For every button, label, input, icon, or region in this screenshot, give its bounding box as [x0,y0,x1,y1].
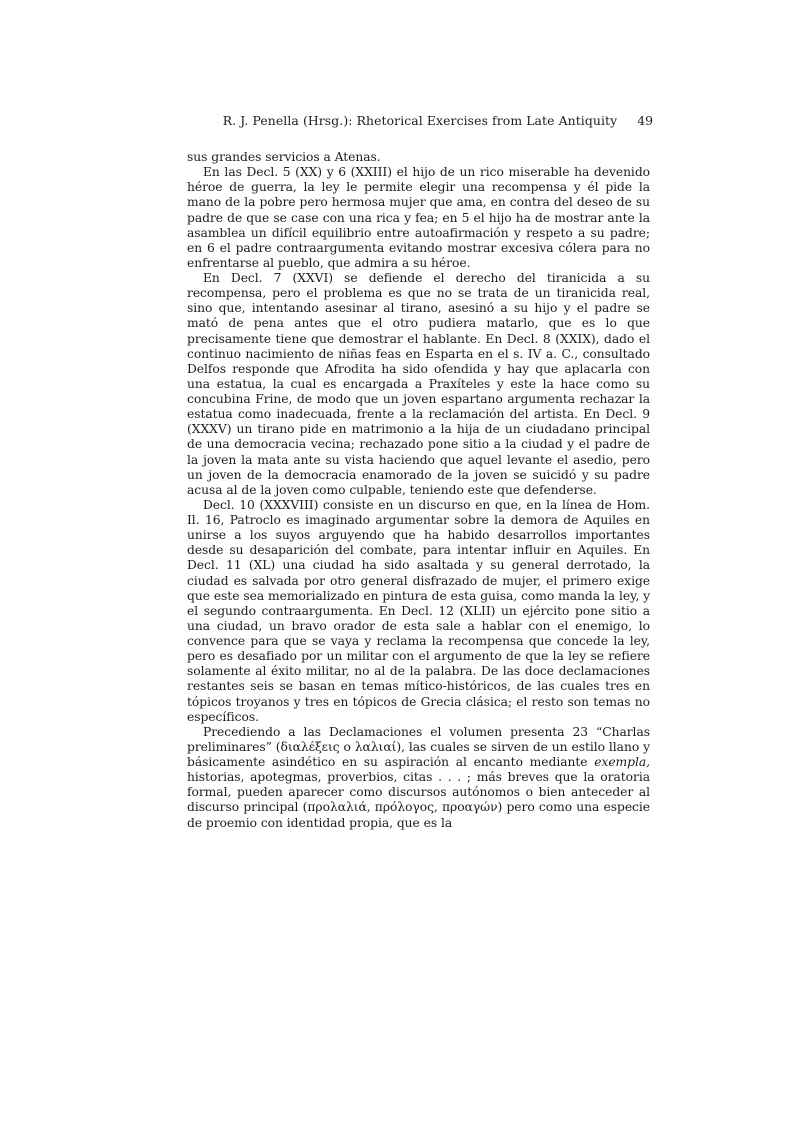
text-segment: Precediendo a las Declamaciones el volumen presenta 23 “Charlas preliminares” (διαλέξεις o λαλιαί), las cuales se sirven de un estilo llano y básicamente asindético en su aspiración al encanto mediante [187,724,650,769]
text-segment: historias, apotegmas, proverbios, citas . . . ; más breves que la oratoria formal, pueden aparecer como discursos autónomos o bien anteceder al discurso principal (προλαλιά, πρόλογος, προαγών) pero como una especie de proemio con identidad propia, que es la [187,770,650,830]
text-segment: En las Decl. 5 (XX) y 6 (XXIII) el hijo de un rico miserable ha devenido héroe de guerra, la ley le permite elegir una recompensa y él pide la mano de la pobre pero hermosa mujer que ama, en contra del deseo de su padre de que se case con una rica y fea; en 5 el hijo ha de mostrar ante la asamblea un difícil equilibrio entre autoafirmación y respeto a su padre; en 6 el padre contraargumenta evitando mostrar excesiva cólera para no enfrentarse al pueblo, que admira a su héroe. [187,165,650,270]
paragraph [187,271,650,498]
paragraph [187,165,650,271]
body-paragraphs [187,150,650,831]
paragraph [187,725,650,831]
page-number: 49 [637,113,653,128]
paragraph [187,498,650,725]
text-segment: En Decl. 7 (XXVI) se defiende el derecho del tiranicida a su recompensa, pero el problema es que no se trata de un tiranicida real, sino que, intentando asesinar al tirano, asesinó a su hijo y el padre se mató de pena antes que el otro pudiera matarlo, que es lo que precisamente tiene que demostrar el hablante. En Decl. 8 (XXIX), dado el continuo nacimiento de niñas feas en Esparta en el s. IV a. C., consultado Delfos responde que Afrodita ha sido ofendida y hay que aplacarla con una estatua, la cual es encargada a Praxíteles y este la hace como su concubina Frine, de modo que un joven espartano argumenta rechazar la estatua como inadecuada, frente a la reclamación del artista. En Decl. 9 (XXXV) un tirano pide en matrimonio a la hija de un ciudadano principal de una democracia vecina; rechazado pone sitio a la ciudad y el padre de la joven la mata ante su vista haciendo que aquel levante el asedio, pero un joven de la democracia enamorado de la joven se suicidó y su padre acusa al de la joven como culpable, teniendo este que defenderse. [187,271,650,497]
paragraph [187,150,650,165]
text-segment: Decl. 10 (XXXVIII) consiste en un discurso en que, en la línea de Hom. Il. 16, Patroclo es imaginado argumentar sobre la demora de Aquiles en unirse a los suyos arguyendo que ha habido desarrollos importantes desde su desaparición del combate, para intentar influir en Aquiles. En Decl. 11 (XL) una ciudad ha sido asaltada y su general derrotado, la ciudad es salvada por otro general disfrazado de mujer, el primero exige que este sea memorializado en pintura de esta guisa, como manda la ley, y el segundo contraargumenta. En Decl. 12 (XLII) un ejército pone sitio a una ciudad, un bravo orador de esta sale a hablar con el enemigo, lo convence para que se vaya y reclama la recompensa que concede la ley, pero es desafiado por un militar con el argumento de que la ley se refiere solamente al éxito militar, no al de la palabra. De las doce declamaciones restantes seis se basan en temas mítico-históricos, de las cuales tres en tópicos troyanos y tres en tópicos de Grecia clásica; el resto son temas no específicos. [187,497,650,724]
running-head [187,113,653,128]
text-segment: sus grandes servicios a Atenas. [187,150,381,164]
italic-text-segment: exempla, [594,755,650,769]
running-head-title: R. J. Penella (Hrsg.): Rhetorical Exercises from Late Antiquity [222,113,618,128]
